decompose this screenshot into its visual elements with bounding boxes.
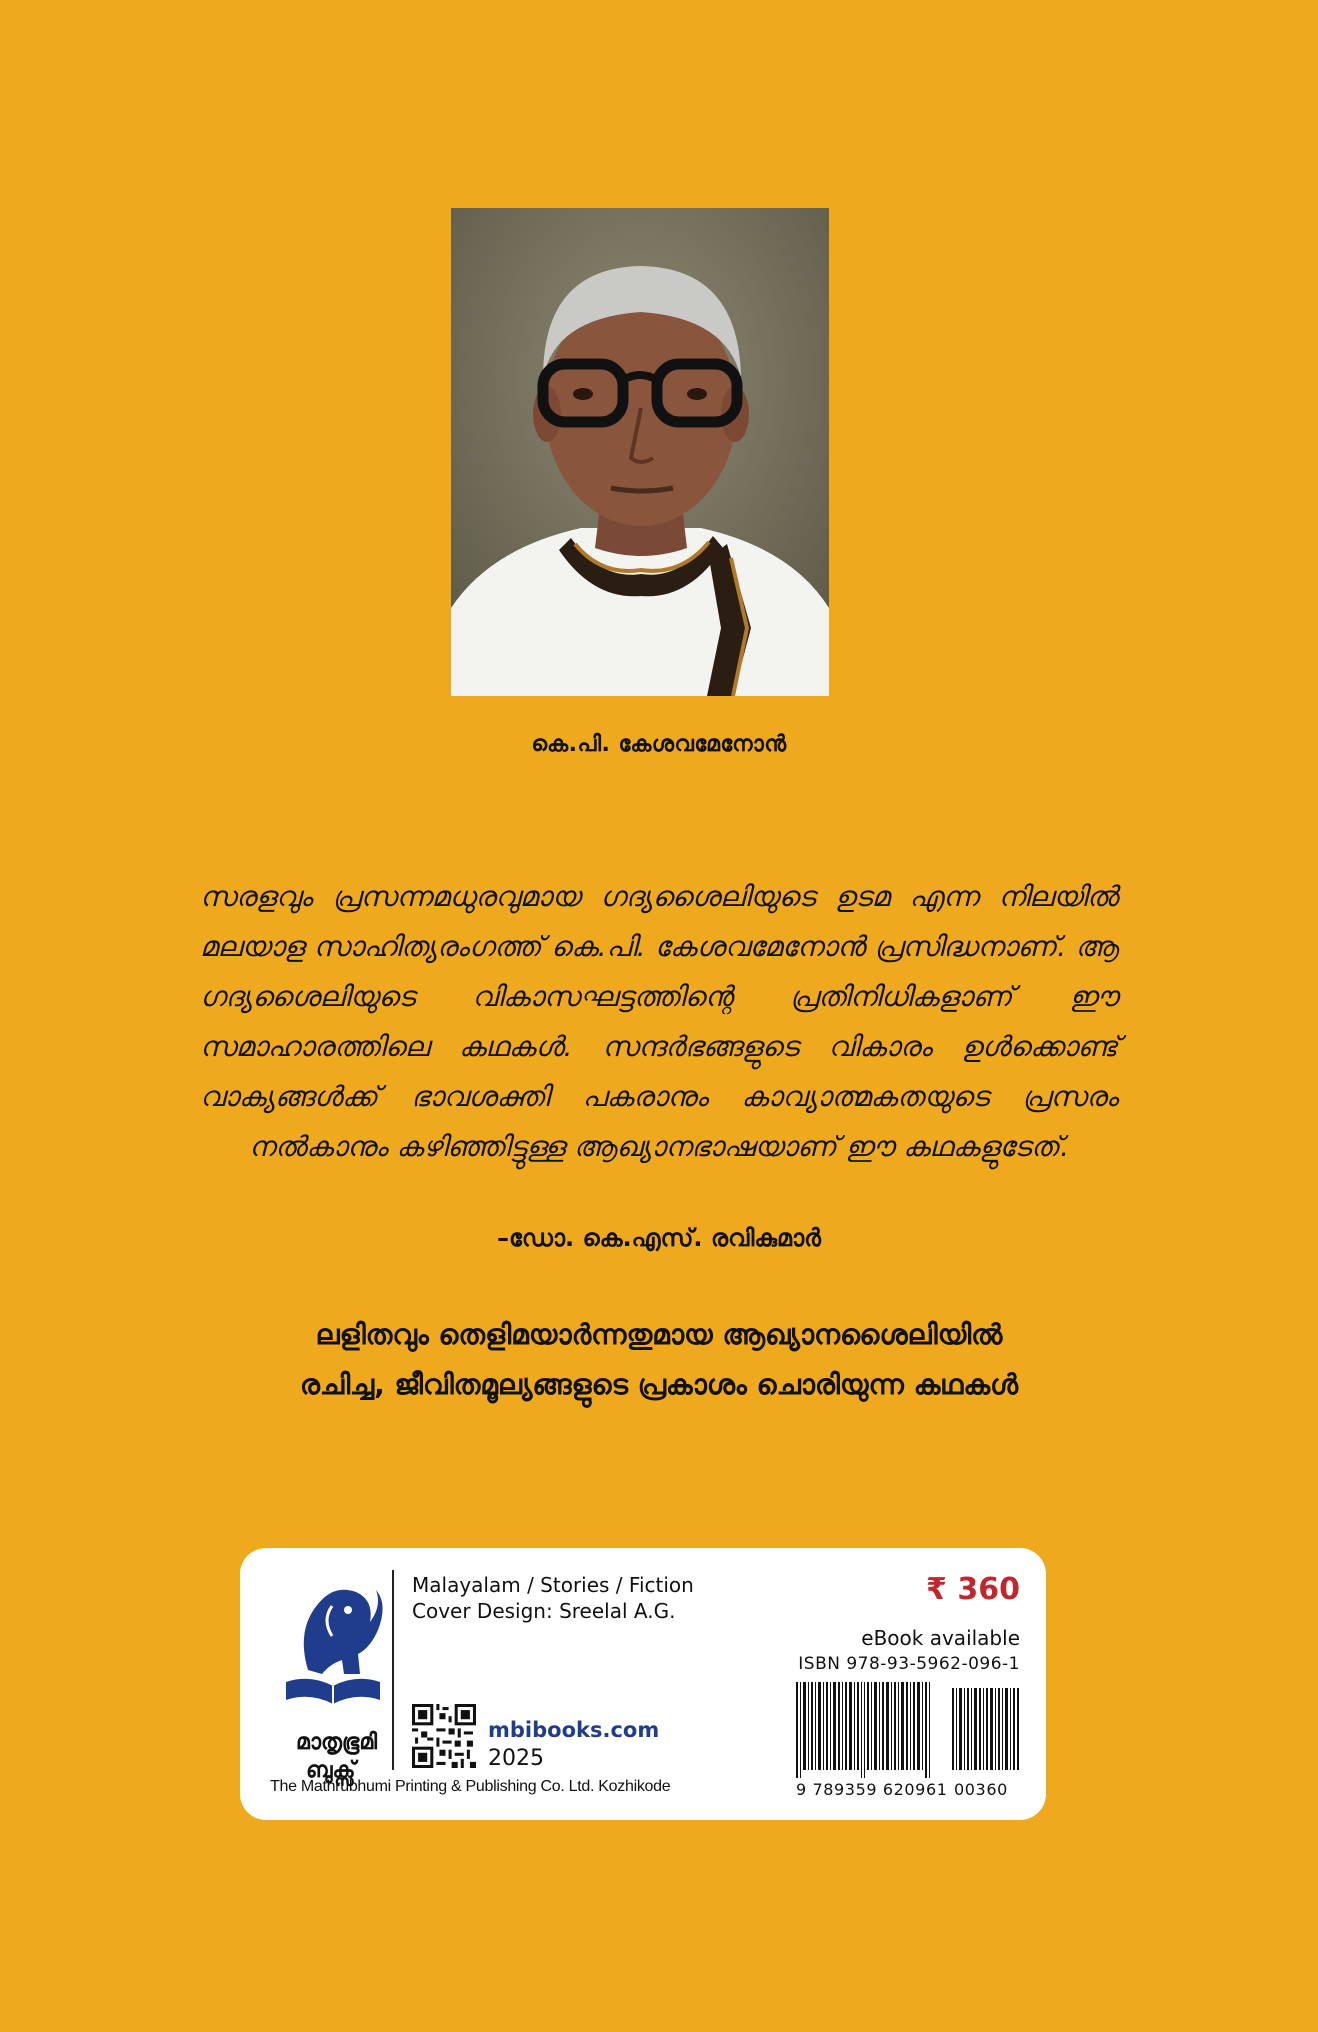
elephant-book-icon <box>278 1570 388 1720</box>
price-label: ₹ 360 <box>926 1572 1020 1607</box>
qr-code-icon <box>412 1704 476 1768</box>
genre-label: Malayalam / Stories / Fiction <box>412 1573 694 1597</box>
isbn-label: ISBN 978-93-5962-096-1 <box>798 1654 1020 1674</box>
blurb-attribution: –ഡോ. കെ.എസ്. രവികുമാർ <box>497 1224 821 1252</box>
publisher-name: The Mathrubhumi Printing & Publishing Co. Ltd. Kozhikode <box>270 1778 671 1795</box>
card-divider <box>392 1570 394 1770</box>
barcode-number: 9 789359 620961 <box>796 1780 948 1799</box>
author-portrait <box>451 208 829 696</box>
cover-design-credit: Cover Design: Sreelal A.G. <box>412 1599 676 1623</box>
portrait-illustration <box>451 208 829 696</box>
logo-wordmark-line-2: ബുക്സ് <box>306 1758 356 1783</box>
barcode-icon <box>796 1682 1022 1778</box>
ebook-availability: eBook available <box>861 1626 1020 1650</box>
website-link[interactable]: mbibooks.com <box>488 1718 660 1742</box>
barcode-addon-number: 00360 <box>954 1780 1008 1799</box>
author-caption: കെ.പി. കേശവമേനോൻ <box>531 732 787 757</box>
blurb-text: സരളവും പ്രസന്നമധുരവുമായ ഗദ്യശൈലിയുടെ ഉടമ എന്ന നിലയിൽ മലയാള സാഹിത്യരംഗത്ത് കെ.പി. കേശവമേനോൻ പ്രസിദ്ധനാണ്. ആ ഗദ്യശൈലിയുടെ വികാസഘട്ടത്തിന്റെ പ്രതിനിധികളാണ് ഈ സമാഹാരത്തിലെ കഥകൾ. സന്ദർഭങ്ങളുടെ വികാരം ഉൾക്കൊണ്ട് വാക്യങ്ങൾക്ക് ഭാവശക്തി പകരാനും കാവ്യാത്മകതയുടെ പ്രസരം നൽകാനും കഴിഞ്ഞിട്ടുള്ള ആഖ്യാനഭാഷയാണ് ഈ കഥകളുടേത്. <box>200 880 1118 1163</box>
logo-wordmark-line-1: മാതൃഭൂമി <box>296 1730 378 1755</box>
tagline-line-1: ലളിതവും തെളിമയാർന്നതുമായ ആഖ്യാനശൈലിയിൽ <box>315 1318 1003 1351</box>
genre-info <box>412 1572 694 1624</box>
publisher-info-card <box>240 1548 1046 1820</box>
tagline <box>200 1310 1118 1410</box>
publication-year: 2025 <box>488 1746 544 1771</box>
tagline-line-2: രചിച്ച, ജീവിതമൂല്യങ്ങളുടെ പ്രകാശം ചൊരിയുന്ന കഥകൾ <box>299 1368 1019 1401</box>
